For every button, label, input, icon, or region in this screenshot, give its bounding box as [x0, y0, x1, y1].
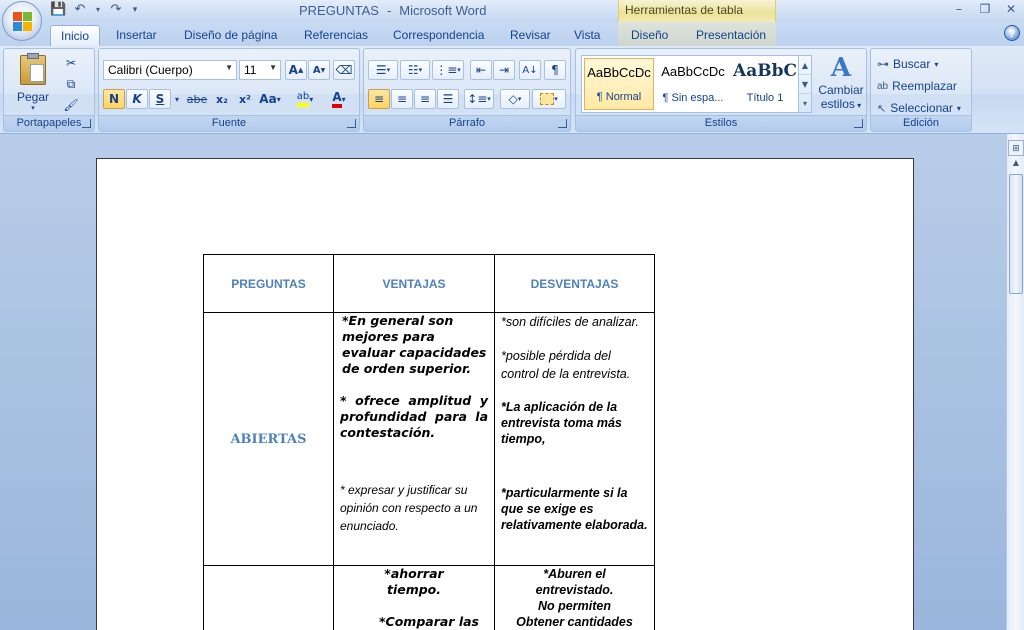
styles-gallery: [581, 55, 811, 113]
ventaja-text: * ofrece amplitud y profundidad para la contestación.: [340, 393, 488, 440]
cell-desventajas-cerradas[interactable]: [495, 566, 655, 630]
desventaja-text: *particularmente si la que se exige es relativamente elaborada.: [501, 486, 648, 532]
paragraph-group: [363, 48, 571, 132]
row-label-cerradas[interactable]: [204, 566, 334, 630]
ventaja-text: *Comparar las: [379, 614, 479, 629]
line-spacing-icon: ↕≡: [467, 92, 488, 106]
find-button[interactable]: ⊶ Buscar ▾: [877, 57, 939, 71]
row-label-abiertas[interactable]: ABIERTAS: [204, 313, 334, 566]
ribbon-tabs: [0, 22, 1024, 46]
change-styles-label-2: estilos ▾: [820, 97, 862, 111]
multilevel-list-icon: ⋮≡: [435, 63, 458, 77]
clear-format-icon[interactable]: ⌫: [333, 60, 355, 80]
cell-desventajas-abiertas[interactable]: [495, 313, 655, 566]
replace-icon: ab: [877, 80, 889, 92]
tab-insertar[interactable]: Insertar: [116, 28, 157, 42]
align-left-icon[interactable]: ≡: [368, 89, 390, 109]
style-sin-espaciado-label: ¶ Sin espa...: [662, 92, 724, 104]
style-normal-label: ¶ Normal: [596, 91, 642, 103]
styles-group: [575, 48, 867, 132]
underline-dropdown-icon[interactable]: ▾: [174, 94, 179, 104]
cursor-icon: ↖: [877, 102, 887, 115]
change-styles-icon: A: [830, 53, 852, 83]
align-center-icon[interactable]: ≡: [391, 89, 413, 109]
font-name-dropdown-icon: ▼: [225, 63, 233, 72]
window-controls: [946, 0, 1024, 20]
styles-launcher-icon[interactable]: [854, 119, 863, 128]
show-marks-icon[interactable]: ¶: [544, 60, 566, 80]
font-name-value: Calibri (Cuerpo): [108, 63, 193, 77]
style-sin-espaciado[interactable]: [658, 58, 728, 110]
desventaja-text: Obtener cantidades: [516, 615, 633, 629]
ruler-toggle-icon[interactable]: ⊞: [1008, 140, 1024, 156]
subscript-button[interactable]: x₂: [216, 92, 228, 106]
italic-button[interactable]: K: [126, 89, 148, 109]
save-icon[interactable]: 💾: [50, 2, 67, 17]
style-titulo-1[interactable]: [730, 58, 800, 110]
cut-icon[interactable]: ✂: [65, 56, 77, 70]
desventaja-text: *La aplicación de la entrevista toma más tiempo,: [501, 400, 622, 446]
table-row: [204, 313, 655, 566]
borders-icon: [540, 93, 554, 105]
shading-button[interactable]: ◇ ▾: [500, 89, 530, 109]
shading-icon: ◇: [508, 92, 518, 106]
paste-icon: [20, 55, 46, 85]
document-page[interactable]: [96, 158, 914, 630]
justify-icon[interactable]: ☰: [437, 89, 459, 109]
numbering-button[interactable]: ☷ ▾: [400, 60, 430, 80]
paste-dropdown-icon: ▾: [31, 104, 35, 112]
clipboard-group-label: Portapapeles: [4, 115, 94, 131]
style-sin-espaciado-preview: AaBbCcDc: [661, 64, 725, 79]
tab-correspondencia[interactable]: Correspondencia: [393, 28, 485, 42]
undo-dropdown-icon[interactable]: ▾: [95, 5, 100, 14]
font-size-dropdown-icon: ▼: [269, 63, 277, 72]
ventaja-text: *ahorrar tiempo.: [384, 566, 444, 597]
header-desventajas[interactable]: DESVENTAJAS: [495, 255, 655, 313]
table-header-row: [204, 255, 655, 313]
style-titulo-1-preview: AaBbC: [733, 61, 797, 81]
styles-gallery-scroll[interactable]: [798, 55, 812, 113]
highlight-icon: ab: [297, 91, 309, 107]
shrink-font-button[interactable]: A ▼: [308, 60, 330, 80]
format-painter-icon[interactable]: 🖌: [63, 98, 79, 112]
clipboard-launcher-icon[interactable]: [82, 119, 91, 128]
font-launcher-icon[interactable]: [347, 119, 356, 128]
header-ventajas[interactable]: VENTAJAS: [334, 255, 495, 313]
underline-button[interactable]: S: [149, 89, 171, 109]
multilevel-list-button[interactable]: ⋮≡ ▾: [432, 60, 464, 80]
style-normal-preview: AaBbCcDc: [587, 65, 651, 80]
desventaja-text: *son difíciles de analizar.: [501, 315, 639, 329]
select-button[interactable]: ↖ Seleccionar ▾: [877, 101, 961, 115]
minimize-icon[interactable]: –: [956, 2, 962, 16]
tab-vista[interactable]: Vista: [574, 28, 601, 42]
font-color-icon: A: [332, 91, 341, 108]
sort-icon[interactable]: A↓: [519, 60, 541, 80]
redo-icon[interactable]: ↷: [110, 2, 122, 17]
style-normal[interactable]: [584, 58, 654, 110]
customize-qat-icon[interactable]: ▾: [132, 5, 138, 15]
table-tools-context-label: Herramientas de tabla: [618, 0, 776, 22]
tab-diseno-tabla[interactable]: Diseño: [631, 28, 669, 42]
questions-table[interactable]: [203, 254, 655, 630]
copy-icon[interactable]: ⧉: [66, 76, 76, 91]
undo-icon[interactable]: ↶: [74, 2, 86, 17]
scroll-thumb[interactable]: [1009, 174, 1023, 294]
font-name-combo[interactable]: [103, 60, 237, 80]
editing-group-label: Edición: [871, 115, 971, 131]
font-group: [98, 48, 360, 132]
borders-button[interactable]: ▾: [532, 89, 566, 109]
gallery-more-icon[interactable]: ▾: [802, 99, 807, 108]
window-title: [295, 3, 490, 18]
grow-font-button[interactable]: A ▲: [285, 60, 307, 80]
gallery-up-icon[interactable]: ▲: [799, 56, 811, 75]
restore-icon[interactable]: ❐: [979, 2, 991, 16]
paste-button[interactable]: [12, 53, 54, 115]
scroll-up-icon[interactable]: ▲: [1012, 158, 1020, 167]
font-size-combo[interactable]: [239, 60, 281, 80]
help-icon[interactable]: ?: [1004, 25, 1020, 41]
styles-group-label: Estilos: [576, 115, 866, 131]
line-spacing-button[interactable]: ↕≡ ▾: [464, 89, 494, 109]
tab-revisar[interactable]: Revisar: [510, 28, 551, 42]
quick-access-toolbar: [50, 2, 140, 18]
numbering-icon: ☷: [407, 63, 419, 77]
vertical-scrollbar[interactable]: [1006, 134, 1024, 630]
highlight-button[interactable]: ab ▾: [289, 89, 321, 109]
change-case-button[interactable]: Aa ▾: [259, 92, 281, 106]
superscript-button[interactable]: x²: [239, 92, 251, 106]
strikethrough-button[interactable]: abe: [186, 92, 208, 106]
ribbon: [0, 46, 1024, 134]
office-logo-icon: [13, 12, 33, 32]
app-name: Microsoft Word: [399, 3, 487, 18]
bold-button[interactable]: N: [103, 89, 125, 109]
paragraph-launcher-icon[interactable]: [558, 119, 567, 128]
font-color-button[interactable]: A ▾: [323, 89, 355, 109]
bullets-button[interactable]: ☰ ▾: [368, 60, 398, 80]
title-bar: [0, 0, 1024, 22]
binoculars-icon: ⊶: [877, 57, 889, 71]
bullets-icon: ☰: [375, 63, 387, 77]
title-separator: -: [386, 3, 392, 18]
align-right-icon[interactable]: ≡: [414, 89, 436, 109]
editing-group: [870, 48, 972, 132]
desventaja-text: *posible pérdida del control de la entrevista.: [501, 349, 631, 381]
desventaja-text: No permiten: [538, 599, 611, 613]
cell-ventajas-cerradas[interactable]: [334, 566, 495, 630]
document-area: [0, 134, 1006, 630]
style-titulo-1-label: Título 1: [746, 92, 784, 104]
paste-label: Pegar: [16, 90, 50, 104]
ventaja-text: *En general son mejores para evaluar capacidades de orden superior.: [342, 313, 487, 376]
tab-presentacion[interactable]: Presentación: [696, 28, 767, 42]
close-icon[interactable]: ✕: [1005, 2, 1017, 16]
gallery-down-icon[interactable]: ▼: [799, 75, 811, 94]
cell-ventajas-abiertas[interactable]: [334, 313, 495, 566]
office-button[interactable]: [2, 1, 42, 41]
tab-inicio[interactable]: Inicio: [50, 25, 100, 46]
desventaja-text: *Aburen el entrevistado.: [535, 567, 614, 597]
decrease-indent-icon[interactable]: ⇤: [470, 60, 492, 80]
header-preguntas[interactable]: PREGUNTAS: [204, 255, 334, 313]
font-size-value: 11: [244, 63, 257, 77]
increase-indent-icon[interactable]: ⇥: [493, 60, 515, 80]
ventaja-text: * expresar y justificar su opinión con respecto a un enunciado.: [340, 483, 478, 533]
replace-button[interactable]: ab Reemplazar: [877, 79, 957, 93]
clipboard-group: [3, 48, 95, 132]
font-group-label: Fuente: [99, 115, 359, 131]
document-name: PREGUNTAS: [299, 3, 379, 18]
table-row: [204, 566, 655, 630]
paragraph-group-label: Párrafo: [364, 115, 570, 131]
change-styles-button[interactable]: [816, 53, 866, 115]
tab-diseno-pagina[interactable]: Diseño de página: [184, 28, 278, 42]
tab-referencias[interactable]: Referencias: [304, 28, 369, 42]
change-styles-label-1: Cambiar: [818, 83, 864, 97]
